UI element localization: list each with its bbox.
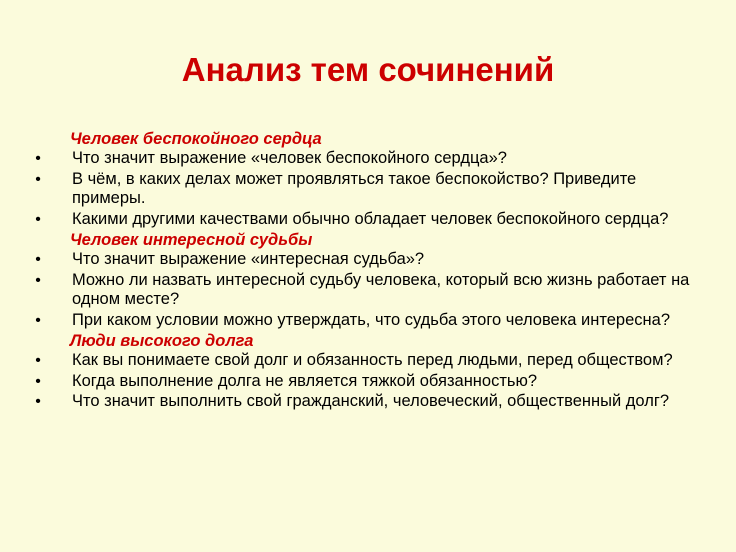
bullet-icon: •: [35, 352, 41, 369]
list-item: [32, 271, 702, 310]
bullet-icon: •: [35, 150, 41, 167]
bullet-list: [32, 149, 702, 229]
list-item: [32, 311, 702, 331]
list-item-text: Когда выполнение долга не является тяжкой обязанностью?: [72, 371, 538, 390]
bullet-icon: •: [35, 311, 41, 329]
bullet-icon: •: [35, 210, 41, 228]
bullet-list: [32, 351, 702, 412]
list-item-text: В чём, в каких делах может проявляться такое беспокойство? Приведите примеры.: [72, 169, 637, 207]
section-heading: Люди высокого долга: [70, 332, 254, 350]
bullet-icon: •: [35, 251, 41, 268]
list-item-text: Какими другими качествами обычно обладает человек беспокойного сердца?: [72, 209, 669, 228]
section-heading: Человек интересной судьбы: [70, 231, 313, 249]
list-item-text: Что значит выполнить свой гражданский, человеческий, общественный долг?: [72, 392, 670, 410]
list-item-text: Как вы понимаете свой долг и обязанность перед людьми, перед обществом?: [72, 351, 673, 369]
bullet-list: [32, 250, 702, 330]
list-item-text: Что значит выражение «интересная судьба»?: [72, 250, 425, 268]
bullet-icon: •: [35, 393, 41, 410]
list-item: [32, 210, 692, 230]
list-item-text: При каком условии можно утверждать, что судьба этого человека интересна?: [72, 310, 670, 329]
list-item: [32, 149, 592, 169]
list-item-text: Можно ли назвать интересной судьбу человека, который всю жизнь работает на одном месте?: [72, 270, 690, 308]
slide-content: [32, 129, 702, 413]
slide-title: Анализ тем сочинений: [181, 51, 555, 88]
bullet-icon: •: [35, 170, 41, 188]
list-item: [32, 351, 702, 371]
list-item: [32, 372, 702, 392]
list-item: [32, 250, 592, 270]
section-high-duty: [32, 331, 702, 412]
list-item-text: Что значит выражение «человек беспокойного сердца»?: [72, 149, 507, 167]
list-item: [32, 170, 652, 209]
section-interesting-fate: [32, 230, 702, 330]
bullet-icon: •: [35, 372, 41, 390]
bullet-icon: •: [35, 271, 41, 289]
list-item: [32, 392, 712, 412]
section-heading: Человек беспокойного сердца: [70, 130, 322, 148]
section-restless-heart: [32, 129, 702, 229]
